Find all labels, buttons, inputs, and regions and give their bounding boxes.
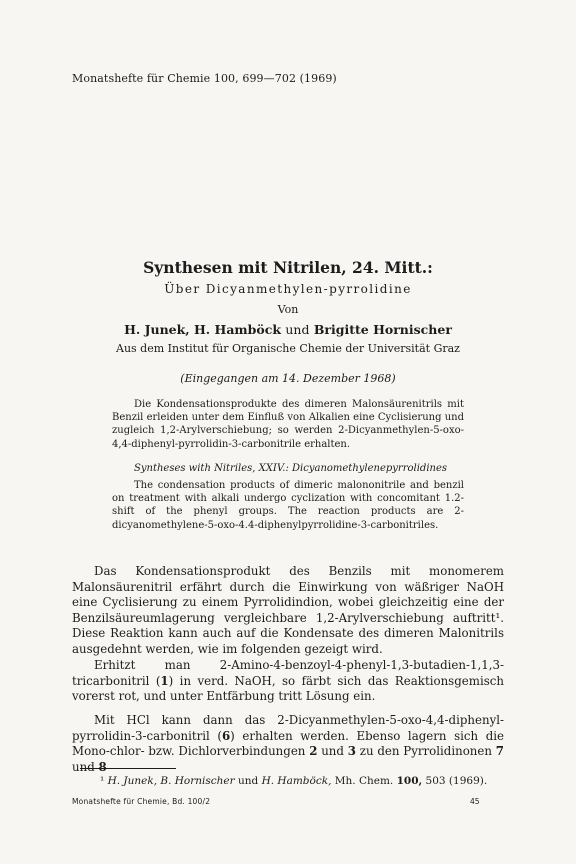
footnote-authors-1: H. Junek, B. Hornischer <box>107 775 235 787</box>
footer-journal-volume: Monatshefte für Chemie, Bd. 100/2 <box>72 797 211 806</box>
article-title: Synthesen mit Nitrilen, 24. Mitt.: <box>143 258 433 277</box>
affiliation: Aus dem Institut für Organische Chemie der Universität Graz <box>116 342 460 355</box>
p2-text-a: Erhitzt man 2-Amino-4-benzoyl-4-phenyl-1,3-butadien-1,1,3-tricarbonitril ( <box>72 658 504 688</box>
article-subtitle: Über Dicyanmethylen-pyrrolidine <box>164 282 412 296</box>
footnote-journal: Mh. Chem. <box>334 775 394 787</box>
p2-text-b: ) in verd. NaOH, so färbt sich das Reaktionsgemisch vorerst rot, und unter Entfärbung tritt Lösung ein. <box>72 673 504 704</box>
author-junek: H. Junek, <box>124 322 190 337</box>
footnote-rest: 503 (1969). <box>425 775 488 787</box>
author-hornischer: Brigitte Hornischer <box>313 322 452 337</box>
author-list <box>60 322 516 337</box>
journal-header: Monatshefte für Chemie 100, 699—702 (1969) <box>72 72 337 85</box>
body-paragraph-3 <box>72 713 504 775</box>
footnote-volume: 100, <box>396 775 423 787</box>
compound-number-8: 8 <box>98 759 107 774</box>
author-hamboeck: H. Hamböck <box>194 322 281 337</box>
compound-number-7: 7 <box>495 744 504 759</box>
abstract-german: Die Kondensationsprodukte des dimeren Malonsäurenitrils mit Benzil erleiden unter dem Einfluß von Alkalien eine Cyclisierung und zugleich 1,2-Arylverschiebung; so werden 2-Dicyanmethylen-5-oxo-4,4-diphenyl-pyrrolidin-3-carbonitrile erhalten. <box>112 399 464 450</box>
footnote-mark: ¹ <box>100 775 105 787</box>
footer-signature-number: 45 <box>470 797 480 806</box>
footnote-rule <box>80 768 176 769</box>
compound-number-2: 2 <box>309 744 318 759</box>
author-conjunction: und <box>285 322 310 337</box>
abstract-english: The condensation products of dimeric malononitrile and benzil on treatment with alkali undergo cyclization with concomitant 1.2-shift of the phenyl groups. The reaction products are 2-dicyanomethylene-5-oxo-4.4-diphenylpyrrolidine-3-carbonitriles. <box>112 480 464 531</box>
p3-text-e: und <box>72 759 99 774</box>
p3-text-b: ) erhalten werden. Ebenso lagern sich die Mono-chlor- bzw. Dichlorverbindungen <box>72 728 504 759</box>
footnote-and: und <box>238 775 259 787</box>
p3-text-d: zu den Pyrrolidinonen <box>355 744 496 759</box>
compound-number-1: 1 <box>160 673 169 688</box>
compound-number-3: 3 <box>347 744 356 759</box>
footnote <box>100 775 487 787</box>
footnote-authors-2: H. Hamböck, <box>261 775 332 787</box>
by-line: Von <box>277 303 299 316</box>
body-paragraph-2 <box>72 658 504 705</box>
received-date: (Eingegangen am 14. Dezember 1968) <box>180 372 396 385</box>
p3-text-a: Mit HCl kann dann das 2-Dicyanmethylen-5-oxo-4,4-diphenyl-pyrrolidin-3-carbonitril ( <box>72 713 504 743</box>
compound-number-6: 6 <box>221 728 231 743</box>
p3-text-c: und <box>317 744 348 759</box>
abstract-english-title: Syntheses with Nitriles, XXIV.: Dicyanomethylenepyrrolidines <box>134 463 448 474</box>
body-paragraph-1: Das Kondensationsprodukt des Benzils mit monomerem Malonsäurenitril erfährt durch die Einwirkung von wäßriger NaOH eine Cyclisierung zu einem Pyrrolidindion, wobei gleichzeitig eine der Benzilsäureumlagerung vergleichbare 1,2-Arylverschiebung auftritt¹. Diese Reaktion kann auch auf die Kondensate des dimeren Malonitrils ausgedehnt werden, wie im folgenden gezeigt wird. <box>72 564 504 656</box>
